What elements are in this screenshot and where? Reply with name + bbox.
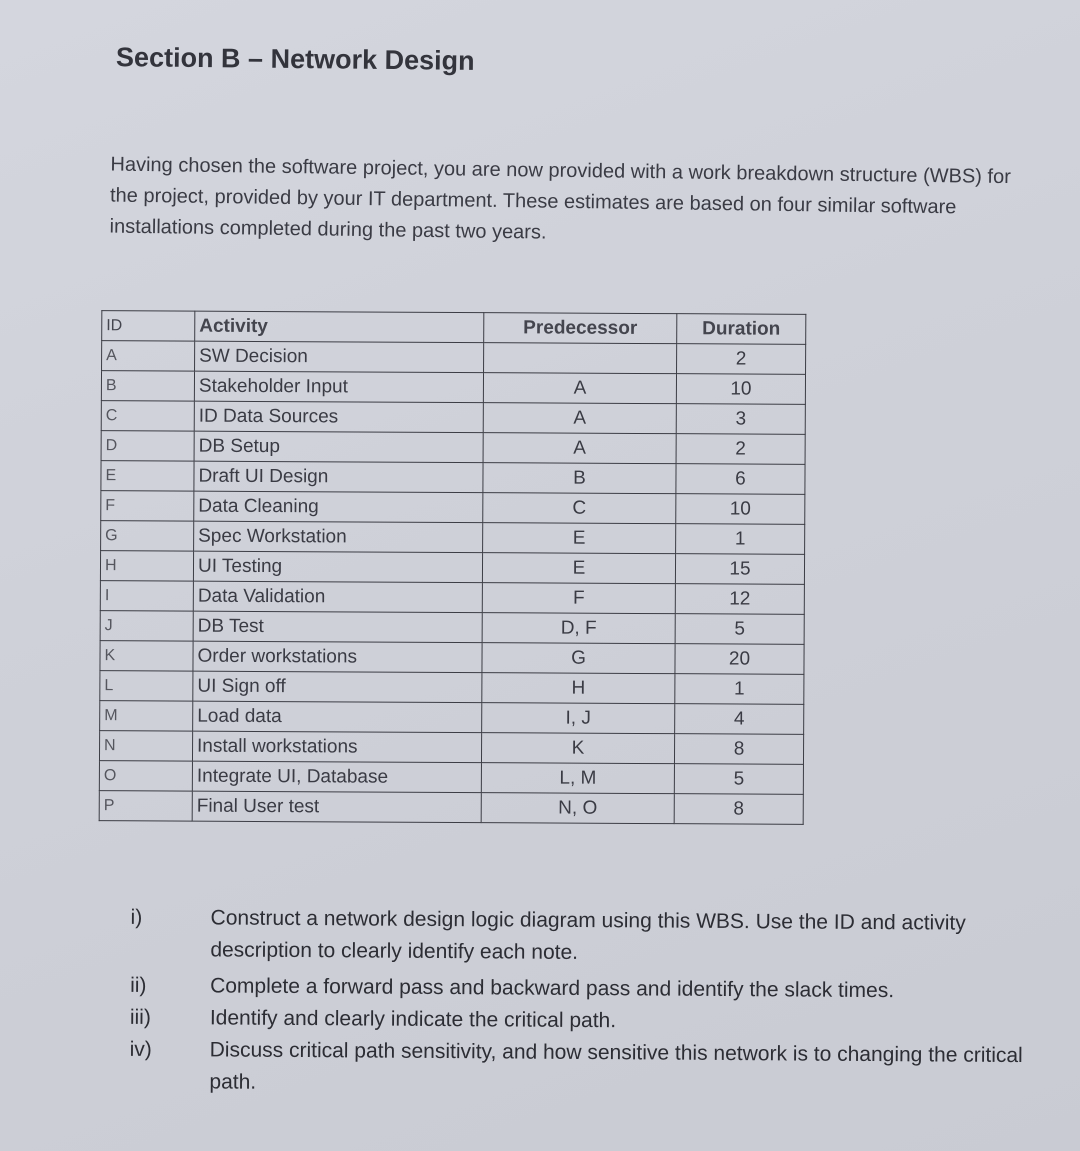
table-row: [101, 431, 805, 465]
cell-duration: 8: [674, 794, 803, 825]
cell-predecessor: C: [483, 493, 676, 524]
table-row: [99, 761, 803, 795]
table-row: [102, 341, 806, 375]
cell-id: O: [99, 761, 192, 791]
cell-duration: 8: [674, 734, 803, 765]
cell-activity: Load data: [193, 701, 482, 733]
cell-activity: Final User test: [192, 791, 481, 823]
cell-predecessor: I, J: [482, 703, 675, 734]
cell-duration: 5: [675, 614, 804, 645]
table-row: [100, 581, 804, 615]
wbs-table: [99, 310, 807, 825]
cell-activity: Spec Workstation: [194, 521, 483, 553]
header-duration: Duration: [677, 314, 806, 345]
task-list: [129, 902, 1040, 1104]
cell-predecessor: E: [483, 523, 676, 554]
cell-duration: 5: [674, 764, 803, 795]
header-activity: Activity: [195, 311, 484, 343]
task-item: [130, 902, 1040, 972]
cell-duration: 1: [675, 674, 804, 705]
intro-paragraph: Having chosen the software project, you are now provided with a work breakdown structure (WBS) for the project, provided by your IT department. These estimates are based on four similar software installations completed during the past two years.: [109, 153, 1011, 244]
task-number: iii): [129, 1005, 151, 1029]
table-row: [100, 611, 804, 645]
section-heading: Section B – Network Design: [115, 42, 475, 76]
cell-activity: Data Validation: [193, 581, 482, 613]
table-row: [100, 551, 804, 585]
table-row: [101, 521, 805, 555]
cell-duration: 20: [675, 644, 804, 675]
cell-id: K: [100, 641, 193, 671]
cell-activity: DB Setup: [194, 431, 483, 463]
cell-predecessor: A: [483, 373, 676, 404]
cell-id: N: [99, 731, 192, 761]
cell-predecessor: G: [482, 643, 675, 674]
cell-activity: Data Cleaning: [194, 491, 483, 523]
cell-id: H: [100, 551, 193, 581]
task-text: Complete a forward pass and backward pass and identify the slack times.: [210, 974, 895, 1003]
header-predecessor: Predecessor: [484, 313, 677, 344]
table-row: [100, 701, 804, 735]
cell-id: J: [100, 611, 193, 641]
cell-id: D: [101, 431, 194, 461]
table-row: [100, 671, 804, 705]
cell-predecessor: E: [482, 553, 675, 584]
cell-activity: UI Testing: [193, 551, 482, 583]
cell-id: F: [101, 491, 194, 521]
cell-activity: Stakeholder Input: [194, 371, 483, 403]
task-text: Construct a network design logic diagram using this WBS. Use the ID and activity description to clearly identify each note.: [210, 906, 966, 964]
cell-predecessor: N, O: [481, 793, 674, 824]
task-number: ii): [130, 973, 147, 997]
table-row: [101, 491, 805, 525]
cell-activity: DB Test: [193, 611, 482, 643]
task-text: Identify and clearly indicate the critical path.: [209, 1006, 617, 1033]
cell-id: C: [101, 401, 194, 431]
cell-id: I: [100, 581, 193, 611]
cell-predecessor: [484, 343, 677, 374]
table-row: [100, 641, 804, 675]
cell-id: B: [101, 371, 194, 401]
cell-predecessor: D, F: [482, 613, 675, 644]
cell-id: G: [101, 521, 194, 551]
table-row: [99, 731, 803, 765]
cell-duration: 15: [675, 554, 804, 585]
cell-activity: ID Data Sources: [194, 401, 483, 433]
table-row: [101, 401, 805, 435]
table-row: [101, 371, 805, 405]
cell-duration: 1: [676, 524, 805, 555]
cell-predecessor: H: [482, 673, 675, 704]
cell-duration: 2: [677, 344, 806, 375]
table-row: [99, 791, 803, 825]
cell-duration: 10: [676, 374, 805, 405]
cell-duration: 6: [676, 464, 805, 495]
cell-id: A: [102, 341, 195, 371]
cell-duration: 10: [676, 494, 805, 525]
task-number: iv): [129, 1037, 152, 1061]
cell-activity: Integrate UI, Database: [192, 761, 481, 793]
cell-predecessor: A: [483, 433, 676, 464]
cell-activity: Draft UI Design: [194, 461, 483, 493]
task-item: [129, 1034, 1039, 1104]
cell-activity: UI Sign off: [193, 671, 482, 703]
cell-duration: 2: [676, 434, 805, 465]
cell-predecessor: A: [483, 403, 676, 434]
task-number: i): [130, 905, 143, 929]
table-header-row: [102, 311, 806, 345]
cell-predecessor: F: [482, 583, 675, 614]
table-row: [101, 461, 805, 495]
cell-duration: 3: [676, 404, 805, 435]
cell-activity: Install workstations: [192, 731, 481, 763]
cell-id: E: [101, 461, 194, 491]
cell-predecessor: B: [483, 463, 676, 494]
header-id: ID: [102, 311, 195, 341]
cell-duration: 4: [675, 704, 804, 735]
cell-duration: 12: [675, 584, 804, 615]
cell-id: L: [100, 671, 193, 701]
cell-id: P: [99, 791, 192, 821]
cell-activity: Order workstations: [193, 641, 482, 673]
cell-activity: SW Decision: [195, 341, 484, 373]
table-body: [99, 341, 806, 825]
cell-predecessor: K: [481, 733, 674, 764]
cell-predecessor: L, M: [481, 763, 674, 794]
task-text: Discuss critical path sensitivity, and how sensitive this network is to changing the critical path.: [209, 1038, 1023, 1094]
cell-id: M: [100, 701, 193, 731]
